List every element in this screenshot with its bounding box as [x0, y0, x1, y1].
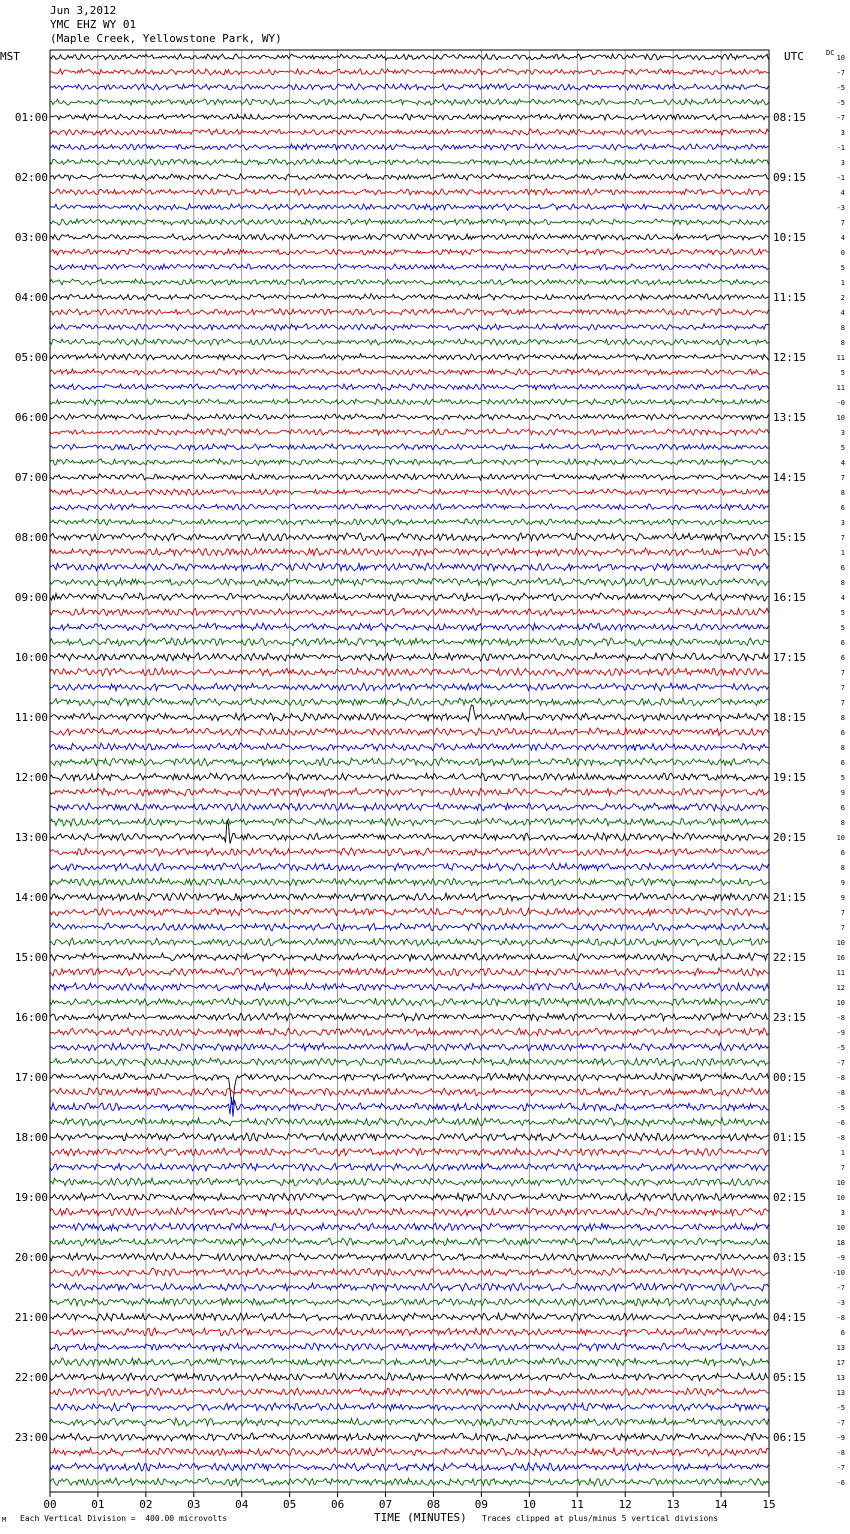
trace-row [50, 384, 769, 390]
dc-offset-label: 7 [840, 924, 845, 932]
trace-row [50, 129, 769, 135]
left-hour-label: 12:00 [14, 771, 48, 784]
dc-offset-label: 9 [840, 789, 845, 797]
left-hour-label: 21:00 [14, 1311, 48, 1324]
trace-row [50, 294, 769, 300]
trace-row [50, 474, 769, 480]
dc-offset-label: -8 [836, 1314, 845, 1322]
right-hour-label: 09:15 [773, 171, 807, 184]
dc-offset-labels [832, 54, 845, 1487]
right-hour-label: 12:15 [773, 351, 807, 364]
dc-offset-label: 11 [836, 384, 845, 392]
trace-row [50, 1148, 769, 1156]
dc-offset-label: 7 [840, 219, 845, 227]
x-tick-label: 01 [91, 1498, 105, 1511]
trace-row [50, 1418, 769, 1426]
trace-row [50, 938, 769, 946]
left-hour-label: 11:00 [14, 711, 48, 724]
dc-offset-label: 8 [840, 489, 845, 497]
trace-row [50, 489, 769, 495]
dc-offset-label: 6 [840, 849, 845, 857]
trace-row [50, 548, 769, 556]
trace-row [50, 1463, 769, 1471]
trace-row [50, 818, 769, 826]
trace-row [50, 1448, 769, 1456]
trace-row [50, 249, 769, 255]
header-station: YMC EHZ WY 01 [50, 18, 137, 31]
dc-offset-label: 9 [840, 879, 845, 887]
trace-row [50, 1097, 769, 1117]
dc-offset-label: 6 [840, 1329, 845, 1337]
trace-row [50, 84, 769, 90]
dc-offset-label: 6 [840, 564, 845, 572]
right-hour-label: 05:15 [773, 1371, 807, 1384]
right-hour-label: 23:15 [773, 1011, 807, 1024]
trace-row [50, 968, 769, 976]
x-tick-label: 04 [235, 1498, 249, 1511]
dc-offset-label: 17 [836, 1359, 845, 1367]
trace-row [50, 54, 769, 60]
dc-offset-label: -1 [836, 144, 845, 152]
trace-row [50, 189, 769, 195]
dc-offset-label: 13 [836, 1344, 845, 1352]
left-hour-label: 19:00 [14, 1191, 48, 1204]
left-hour-label: 04:00 [14, 291, 48, 304]
left-hour-label: 07:00 [14, 471, 48, 484]
x-tick-label: 05 [283, 1498, 297, 1511]
dc-offset-label: 3 [840, 429, 845, 437]
left-hour-label: 08:00 [14, 531, 48, 544]
trace-row [50, 159, 769, 165]
right-hour-label: 03:15 [773, 1251, 807, 1264]
left-timezone-label: MST [0, 50, 20, 63]
trace-row [50, 234, 769, 240]
trace-row [50, 638, 769, 646]
trace-row [50, 264, 769, 270]
trace-row [50, 623, 769, 631]
trace-row [50, 998, 769, 1006]
left-hour-label: 03:00 [14, 231, 48, 244]
trace-row [50, 1043, 769, 1051]
left-hour-label: 17:00 [14, 1071, 48, 1084]
left-hour-label: 05:00 [14, 351, 48, 364]
dc-offset-label: -8 [836, 1074, 845, 1082]
dc-offset-label: 2 [840, 294, 845, 302]
dc-offset-label: -3 [836, 1299, 845, 1307]
trace-row [50, 1208, 769, 1216]
trace-row [50, 204, 769, 210]
dc-offset-label: 5 [840, 609, 845, 617]
dc-offset-label: 12 [836, 984, 845, 992]
seismic-traces [50, 54, 769, 1486]
dc-offset-label: -7 [836, 1464, 845, 1472]
dc-offset-label: 8 [840, 579, 845, 587]
trace-row [50, 1358, 769, 1366]
dc-offset-label: 6 [840, 759, 845, 767]
x-tick-label: 03 [187, 1498, 201, 1511]
dc-offset-label: 6 [840, 729, 845, 737]
dc-offset-label: 6 [840, 654, 845, 662]
trace-row [50, 369, 769, 375]
right-hour-label: 20:15 [773, 831, 807, 844]
dc-offset-header: DC [826, 49, 835, 57]
right-hour-label: 08:15 [773, 111, 807, 124]
dc-offset-label: 7 [840, 1164, 845, 1172]
trace-row [50, 893, 769, 901]
trace-row [50, 144, 769, 150]
trace-row [50, 1328, 769, 1336]
dc-offset-label: 10 [836, 1224, 845, 1232]
right-hour-label: 13:15 [773, 411, 807, 424]
dc-offset-label: 13 [836, 1374, 845, 1382]
dc-offset-label: -5 [836, 1104, 845, 1112]
trace-row [50, 863, 769, 871]
dc-offset-label: -7 [836, 69, 845, 77]
trace-row [50, 1088, 769, 1096]
trace-row [50, 1193, 769, 1201]
dc-offset-label: 1 [840, 549, 845, 557]
dc-offset-label: 7 [840, 669, 845, 677]
dc-offset-label: 7 [840, 474, 845, 482]
right-hour-label: 00:15 [773, 1071, 807, 1084]
trace-row [50, 563, 769, 571]
trace-row [50, 459, 769, 465]
dc-offset-label: 8 [840, 714, 845, 722]
trace-row [50, 908, 769, 916]
trace-row [50, 983, 769, 991]
dc-offset-label: -5 [836, 1044, 845, 1052]
trace-row [50, 354, 769, 360]
trace-row [50, 1178, 769, 1186]
dc-offset-label: -9 [836, 1434, 845, 1442]
trace-row [50, 953, 769, 961]
dc-offset-label: -6 [836, 1479, 845, 1487]
trace-row [50, 578, 769, 586]
dc-offset-label: -1 [836, 174, 845, 182]
left-hour-label: 10:00 [14, 651, 48, 664]
right-hour-label: 21:15 [773, 891, 807, 904]
trace-row [50, 174, 769, 180]
clip-note: Traces clipped at plus/minus 5 vertical divisions [482, 1514, 719, 1523]
trace-row [50, 504, 769, 510]
right-hour-label: 22:15 [773, 951, 807, 964]
dc-offset-label: 9 [840, 894, 845, 902]
x-tick-label: 00 [43, 1498, 57, 1511]
left-hour-labels [15, 111, 48, 1444]
dc-offset-label: -5 [836, 99, 845, 107]
dc-offset-label: 1 [840, 1149, 845, 1157]
dc-offset-label: 6 [840, 504, 845, 512]
dc-offset-label: 0 [840, 249, 845, 257]
dc-offset-label: -9 [836, 1254, 845, 1262]
dc-offset-label: 5 [840, 624, 845, 632]
x-tick-label: 11 [570, 1498, 584, 1511]
dc-offset-label: 5 [840, 444, 845, 452]
dc-offset-label: 7 [840, 684, 845, 692]
right-hour-label: 10:15 [773, 231, 807, 244]
dc-offset-label: 3 [840, 129, 845, 137]
trace-row [50, 608, 769, 616]
trace-row [50, 1238, 769, 1246]
trace-row [50, 519, 769, 525]
trace-row [50, 683, 769, 691]
trace-row [50, 668, 769, 676]
right-hour-label: 14:15 [773, 471, 807, 484]
right-hour-label: 19:15 [773, 771, 807, 784]
dc-offset-label: 6 [840, 804, 845, 812]
dc-offset-label: 5 [840, 369, 845, 377]
dc-offset-label: -8 [836, 1014, 845, 1022]
x-tick-label: 10 [522, 1498, 536, 1511]
trace-row [50, 309, 769, 315]
trace-row [50, 339, 769, 345]
x-tick-label: 13 [666, 1498, 680, 1511]
trace-row [50, 1373, 769, 1381]
dc-offset-label: -3 [836, 204, 845, 212]
trace-row [50, 788, 769, 796]
trace-row [50, 1058, 769, 1066]
trace-row [50, 1253, 769, 1261]
dc-offset-label: 7 [840, 699, 845, 707]
dc-offset-label: -8 [836, 1134, 845, 1142]
dc-offset-label: 8 [840, 744, 845, 752]
dc-offset-label: -7 [836, 1419, 845, 1427]
x-tick-label: 08 [426, 1498, 441, 1511]
trace-row [50, 533, 769, 541]
trace-row [50, 1283, 769, 1291]
trace-row [50, 429, 769, 435]
left-hour-label: 02:00 [14, 171, 48, 184]
trace-row [50, 99, 769, 105]
dc-offset-label: -7 [836, 1284, 845, 1292]
right-hour-label: 11:15 [773, 291, 807, 304]
dc-offset-label: -7 [836, 1059, 845, 1067]
dc-offset-label: 10 [836, 54, 845, 62]
trace-row [50, 1133, 769, 1141]
trace-row [50, 1268, 769, 1276]
dc-offset-label: 8 [840, 324, 845, 332]
right-hour-label: 16:15 [773, 591, 807, 604]
x-tick-label: 07 [378, 1498, 393, 1511]
trace-row [50, 878, 769, 886]
trace-row [50, 1223, 769, 1231]
dc-offset-label: 3 [840, 519, 845, 527]
dc-offset-label: 10 [836, 999, 845, 1007]
header-location: (Maple Creek, Yellowstone Park, WY) [50, 32, 282, 45]
right-hour-labels [773, 111, 806, 1444]
trace-row [50, 279, 769, 285]
trace-row [50, 593, 769, 601]
dc-offset-label: 3 [840, 159, 845, 167]
dc-offset-label: 13 [836, 1389, 845, 1397]
trace-row [50, 698, 769, 706]
trace-row [50, 1028, 769, 1036]
dc-offset-label: 4 [840, 189, 845, 197]
trace-row [50, 1478, 769, 1486]
trace-row [50, 848, 769, 856]
dc-offset-label: 5 [840, 774, 845, 782]
x-tick-label: 09 [474, 1498, 489, 1511]
dc-offset-label: 6 [840, 639, 845, 647]
x-tick-label: 12 [618, 1498, 632, 1511]
trace-row [50, 923, 769, 931]
dc-offset-label: 11 [836, 354, 845, 362]
x-tick-label: 14 [714, 1498, 728, 1511]
dc-offset-label: -8 [836, 1449, 845, 1457]
dc-offset-label: -5 [836, 1404, 845, 1412]
dc-offset-label: 4 [840, 594, 845, 602]
corner-mark: M [2, 1516, 7, 1524]
dc-offset-label: 10 [836, 414, 845, 422]
trace-row [50, 114, 769, 120]
right-hour-label: 06:15 [773, 1431, 807, 1444]
trace-row [50, 1163, 769, 1171]
dc-offset-label: 8 [840, 819, 845, 827]
dc-offset-label: 10 [836, 1179, 845, 1187]
dc-offset-label: 7 [840, 534, 845, 542]
dc-offset-label: 5 [840, 264, 845, 272]
trace-row [50, 1013, 769, 1021]
x-tick-label: 06 [330, 1498, 345, 1511]
dc-offset-label: -10 [832, 1269, 845, 1277]
trace-row [50, 399, 769, 405]
left-hour-label: 09:00 [14, 591, 48, 604]
dc-offset-label: 18 [836, 1239, 845, 1247]
x-tick-label: 15 [762, 1498, 776, 1511]
dc-offset-label: -0 [836, 399, 845, 407]
dc-offset-label: -5 [836, 84, 845, 92]
trace-row [50, 1313, 769, 1321]
left-hour-label: 06:00 [14, 411, 48, 424]
trace-row [50, 758, 769, 766]
x-axis-ticks [43, 1492, 775, 1511]
trace-row [50, 219, 769, 225]
left-hour-label: 18:00 [14, 1131, 48, 1144]
dc-offset-label: 10 [836, 939, 845, 947]
dc-offset-label: -8 [836, 1089, 845, 1097]
dc-offset-label: 4 [840, 309, 845, 317]
trace-row [50, 1298, 769, 1306]
x-axis-title: TIME (MINUTES) [374, 1511, 467, 1524]
dc-offset-label: 4 [840, 459, 845, 467]
left-hour-label: 16:00 [14, 1011, 48, 1024]
trace-row [50, 1118, 769, 1126]
trace-row [50, 324, 769, 330]
dc-offset-label: 10 [836, 834, 845, 842]
trace-row [50, 444, 769, 450]
dc-offset-label: -6 [836, 1119, 845, 1127]
dc-offset-label: 8 [840, 864, 845, 872]
left-hour-label: 22:00 [14, 1371, 48, 1384]
x-tick-label: 02 [139, 1498, 153, 1511]
dc-offset-label: 10 [836, 1194, 845, 1202]
dc-offset-label: 1 [840, 279, 845, 287]
dc-offset-label: 3 [840, 1209, 845, 1217]
trace-row [50, 773, 769, 781]
dc-offset-label: 16 [836, 954, 845, 962]
trace-row [50, 803, 769, 811]
left-hour-label: 15:00 [14, 951, 48, 964]
trace-row [50, 705, 769, 721]
trace-row [50, 414, 769, 420]
left-hour-label: 13:00 [14, 831, 48, 844]
right-hour-label: 01:15 [773, 1131, 807, 1144]
header-date: Jun 3,2012 [50, 4, 117, 17]
dc-offset-label: 4 [840, 234, 845, 242]
trace-row [50, 653, 769, 661]
right-hour-label: 15:15 [773, 531, 807, 544]
right-hour-label: 17:15 [773, 651, 807, 664]
trace-row [50, 69, 769, 75]
dc-offset-label: 7 [840, 909, 845, 917]
left-hour-label: 20:00 [14, 1251, 48, 1264]
trace-row [50, 820, 769, 843]
trace-row [50, 1343, 769, 1351]
trace-row [50, 743, 769, 751]
right-hour-label: 02:15 [773, 1191, 807, 1204]
scale-note: Each Vertical Division = 400.00 microvolts [20, 1514, 228, 1523]
dc-offset-label: 8 [840, 339, 845, 347]
right-hour-label: 18:15 [773, 711, 807, 724]
trace-row [50, 1388, 769, 1396]
left-hour-label: 01:00 [14, 111, 48, 124]
right-hour-label: 04:15 [773, 1311, 807, 1324]
trace-row [50, 1433, 769, 1441]
right-timezone-label: UTC [784, 50, 804, 63]
dc-offset-label: 11 [836, 969, 845, 977]
dc-offset-label: -9 [836, 1029, 845, 1037]
trace-row [50, 728, 769, 736]
left-hour-label: 23:00 [14, 1431, 48, 1444]
trace-row [50, 1403, 769, 1411]
dc-offset-label: -7 [836, 114, 845, 122]
left-hour-label: 14:00 [14, 891, 48, 904]
